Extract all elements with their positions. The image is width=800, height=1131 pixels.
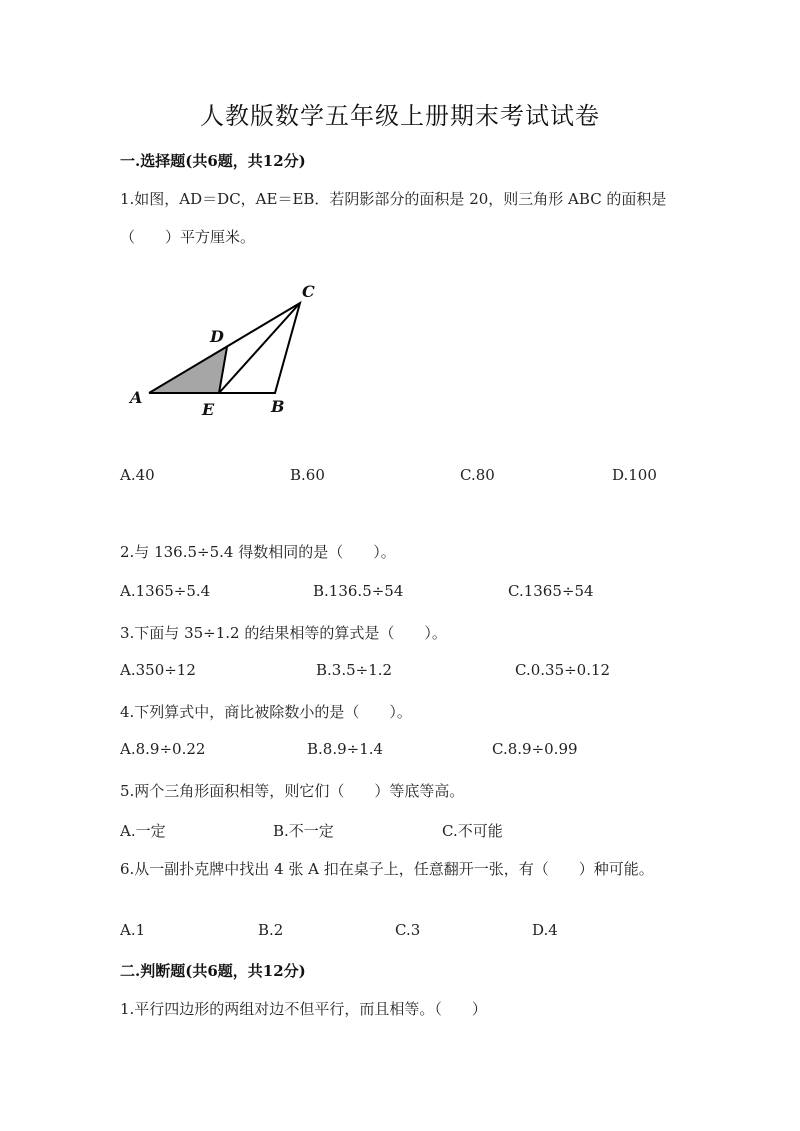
q2-option-b[interactable]: B.136.5÷54 xyxy=(313,582,404,600)
section-heading-judgement: 二.判断题(共6题，共12分) xyxy=(120,962,306,980)
question-1-text: 1.如图，AD＝DC，AE＝EB．若阴影部分的面积是 20，则三角形 ABC 的面积是 xyxy=(120,190,667,208)
q5-option-a[interactable]: A.一定 xyxy=(120,822,166,840)
section-heading-choice: 一.选择题(共6题，共12分) xyxy=(120,152,306,170)
question-4-text: 4.下列算式中，商比被除数小的是（ ）。 xyxy=(120,703,412,721)
question-3-text: 3.下面与 35÷1.2 的结果相等的算式是（ ）。 xyxy=(120,624,447,642)
q1-option-b[interactable]: B.60 xyxy=(290,466,325,484)
q1-option-a[interactable]: A.40 xyxy=(120,466,155,484)
question-6-text: 6.从一副扑克牌中找出 4 张 A 扣在桌子上，任意翻开一张，有（ ）种可能。 xyxy=(120,860,654,878)
q1-option-c[interactable]: C.80 xyxy=(460,466,495,484)
label-e: E xyxy=(202,400,215,419)
question-1-text-cont: （ ）平方厘米。 xyxy=(120,228,256,246)
judgement-question-1-text: 1.平行四边形的两组对边不但平行，而且相等。（ ） xyxy=(120,1000,487,1018)
q4-option-b[interactable]: B.8.9÷1.4 xyxy=(307,740,384,758)
label-a: A xyxy=(130,388,143,407)
page-title: 人教版数学五年级上册期末考试试卷 xyxy=(200,102,600,130)
triangle-abc-outline xyxy=(149,303,300,393)
label-d: D xyxy=(210,327,224,346)
question-5-text: 5.两个三角形面积相等，则它们（ ）等底等高。 xyxy=(120,782,465,800)
q1-option-d[interactable]: D.100 xyxy=(612,466,657,484)
q6-option-c[interactable]: C.3 xyxy=(395,921,421,939)
q6-option-d[interactable]: D.4 xyxy=(532,921,558,939)
q4-option-a[interactable]: A.8.9÷0.22 xyxy=(120,740,206,758)
q3-option-a[interactable]: A.350÷12 xyxy=(120,661,196,679)
triangle-figure xyxy=(120,275,330,425)
q6-option-a[interactable]: A.1 xyxy=(120,921,146,939)
label-c: C xyxy=(302,282,315,301)
q5-option-c[interactable]: C.不可能 xyxy=(442,822,503,840)
q2-option-c[interactable]: C.1365÷54 xyxy=(508,582,594,600)
question-2-text: 2.与 136.5÷5.4 得数相同的是（ ）。 xyxy=(120,543,396,561)
q3-option-b[interactable]: B.3.5÷1.2 xyxy=(316,661,393,679)
q3-option-c[interactable]: C.0.35÷0.12 xyxy=(515,661,611,679)
q4-option-c[interactable]: C.8.9÷0.99 xyxy=(492,740,578,758)
label-b: B xyxy=(271,397,285,416)
q2-option-a[interactable]: A.1365÷5.4 xyxy=(120,582,211,600)
q6-option-b[interactable]: B.2 xyxy=(258,921,284,939)
q5-option-b[interactable]: B.不一定 xyxy=(273,822,334,840)
